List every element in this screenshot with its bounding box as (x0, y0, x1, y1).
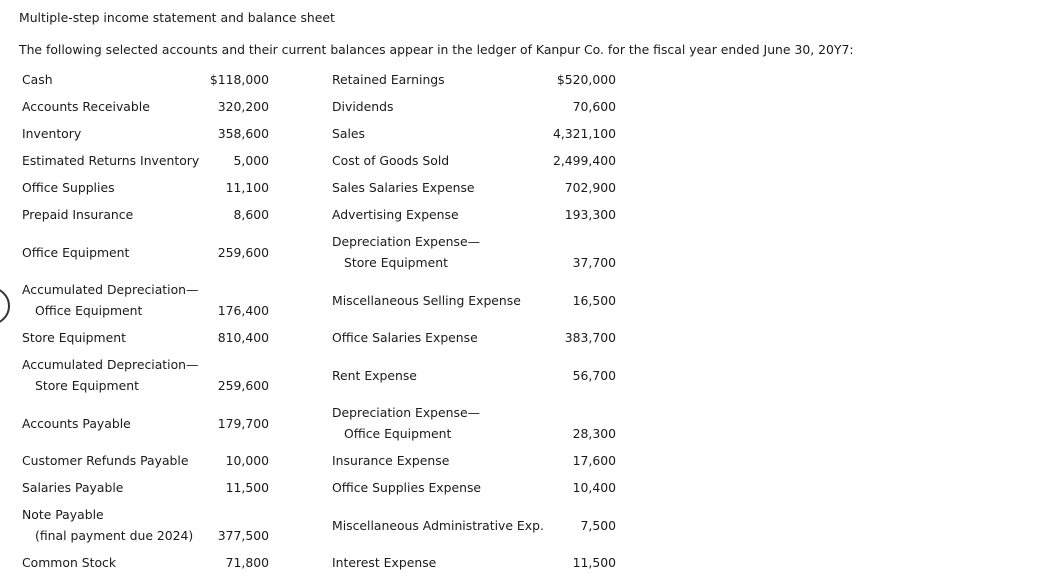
account-amount: 176,400 (217, 303, 269, 318)
account-label-line2: Office Equipment (35, 303, 143, 318)
account-amount: 11,100 (225, 180, 269, 195)
account-amount: 193,300 (564, 207, 616, 222)
account-label: Salaries Payable (22, 480, 124, 495)
account-label: Depreciation Expense— (332, 405, 480, 420)
account-amount: 259,600 (217, 245, 269, 260)
edge-circle-mark (0, 287, 10, 325)
account-amount: 377,500 (217, 528, 269, 543)
account-amount: 11,500 (225, 480, 269, 495)
account-label: Office Supplies (22, 180, 115, 195)
account-amount: 28,300 (572, 426, 616, 441)
account-amount: 37,700 (572, 255, 616, 270)
account-label: Cost of Goods Sold (332, 153, 450, 168)
account-label: Office Supplies Expense (332, 480, 482, 495)
account-amount: 810,400 (217, 330, 269, 345)
account-label: Office Salaries Expense (332, 330, 478, 345)
account-amount: 7,500 (580, 518, 616, 533)
account-amount: 56,700 (572, 368, 616, 383)
account-label: Rent Expense (332, 368, 417, 383)
account-label: Cash (22, 72, 53, 87)
account-amount: 8,600 (233, 207, 269, 222)
account-label: Interest Expense (332, 555, 437, 570)
account-label: Accounts Payable (22, 416, 131, 431)
account-label: Depreciation Expense— (332, 234, 480, 249)
account-label-line2: Store Equipment (35, 378, 139, 393)
account-label: Common Stock (22, 555, 117, 570)
account-label: Accumulated Depreciation— (22, 282, 199, 297)
account-amount: 70,600 (572, 99, 616, 114)
account-label-line2: (final payment due 2024) (35, 528, 194, 543)
account-amount: 320,200 (217, 99, 269, 114)
account-amount: 2,499,400 (552, 153, 616, 168)
account-label: Prepaid Insurance (22, 207, 134, 222)
account-label: Sales Salaries Expense (332, 180, 475, 195)
account-amount: 17,600 (572, 453, 616, 468)
account-amount: 259,600 (217, 378, 269, 393)
account-label: Sales (332, 126, 365, 141)
account-amount: 11,500 (572, 555, 616, 570)
account-label: Note Payable (22, 507, 104, 522)
account-label: Advertising Expense (332, 207, 459, 222)
account-amount: 10,400 (572, 480, 616, 495)
account-label: Store Equipment (22, 330, 126, 345)
account-label: Office Equipment (22, 245, 130, 260)
account-label-line2: Store Equipment (344, 255, 448, 270)
account-label: Inventory (22, 126, 82, 141)
account-label: Retained Earnings (332, 72, 445, 87)
account-amount: 16,500 (572, 293, 616, 308)
account-amount: 10,000 (225, 453, 269, 468)
account-amount: 383,700 (564, 330, 616, 345)
account-amount: 4,321,100 (552, 126, 616, 141)
account-label-line2: Office Equipment (344, 426, 452, 441)
page-title: Multiple-step income statement and balance sheet (19, 10, 335, 25)
account-amount: $118,000 (209, 72, 269, 87)
account-amount: $520,000 (556, 72, 616, 87)
account-label: Accumulated Depreciation— (22, 357, 199, 372)
account-amount: 702,900 (564, 180, 616, 195)
account-label: Accounts Receivable (22, 99, 150, 114)
account-label: Dividends (332, 99, 394, 114)
account-label: Miscellaneous Selling Expense (332, 293, 521, 308)
account-amount: 71,800 (225, 555, 269, 570)
intro-text: The following selected accounts and their current balances appear in the ledger of Kanpur Co. for the fiscal year ended June 30, 20Y7: (19, 42, 854, 57)
account-amount: 179,700 (217, 416, 269, 431)
account-amount: 358,600 (217, 126, 269, 141)
account-label: Miscellaneous Administrative Exp. (332, 518, 544, 533)
account-label: Insurance Expense (332, 453, 450, 468)
account-label: Customer Refunds Payable (22, 453, 189, 468)
account-label: Estimated Returns Inventory (22, 153, 200, 168)
account-amount: 5,000 (233, 153, 269, 168)
